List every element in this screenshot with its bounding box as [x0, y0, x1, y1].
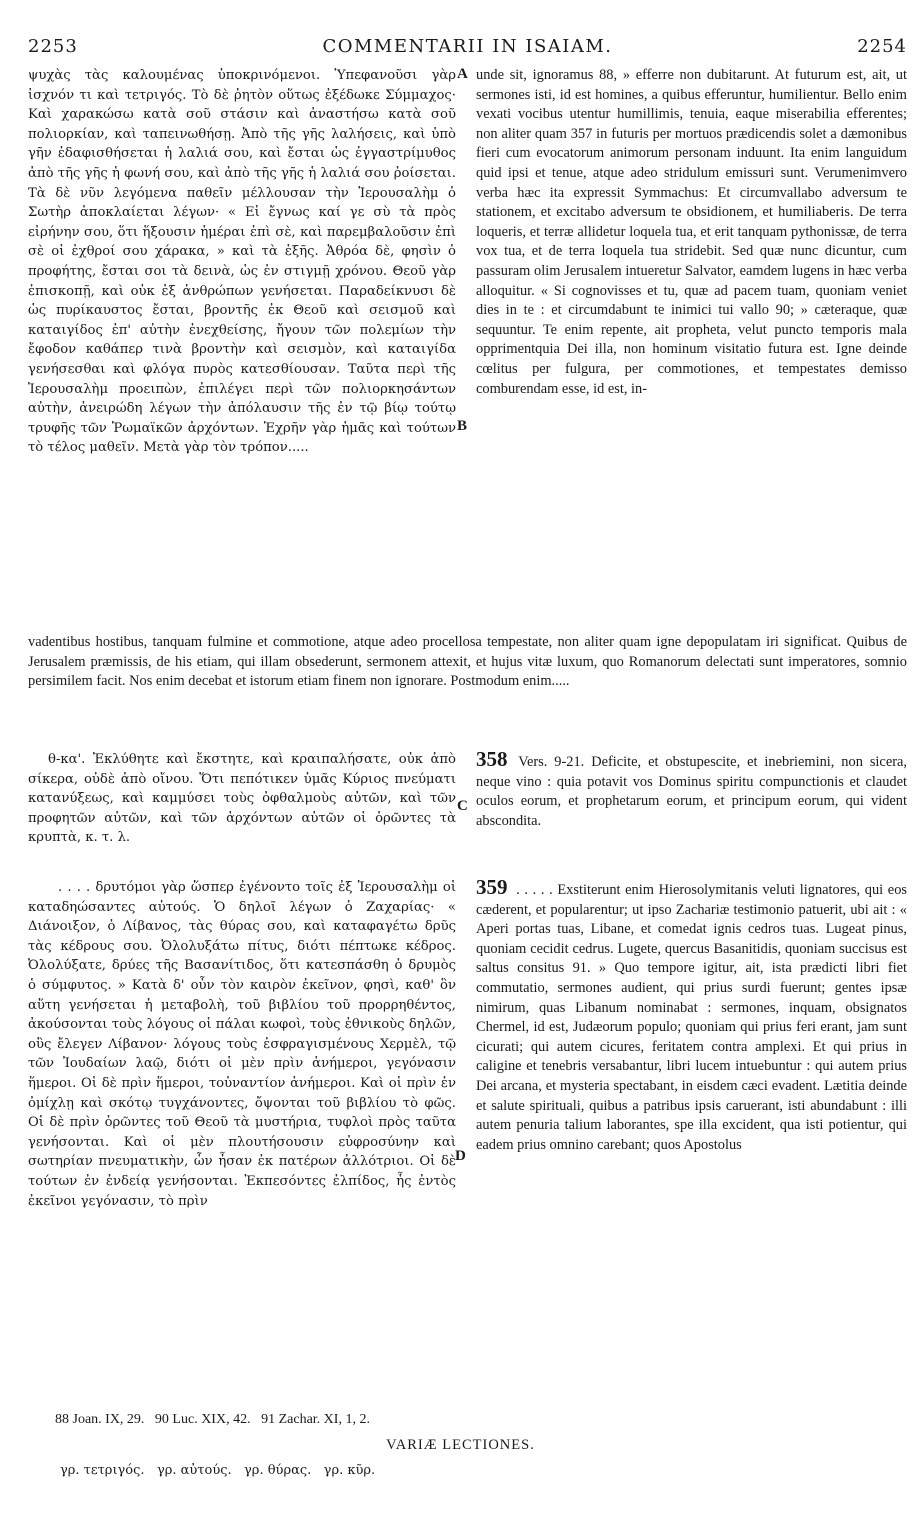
variae-lectiones: γρ. τετριγός. γρ. αὐτούς. γρ. θύρας. γρ. κῦρ. [60, 1463, 376, 1478]
greek-column-top [28, 66, 456, 458]
latin-paragraph-mid [476, 747, 907, 831]
latin-text-mid: Vers. 9-21. Deficite, et obstupescite, et inebriemini, non sicera, neque vino : quia potavit vos Dominus spiritu compunctionis et claudet oculos eorum, et prophetarum eorum, et principum eorum, qui vident abscondita. [476, 754, 907, 829]
page-number-left: 2253 [28, 36, 78, 57]
latin-column-top [476, 66, 907, 399]
margin-marker-b: B [457, 418, 468, 434]
margin-marker-a: A [457, 66, 468, 82]
page-number-right: 2254 [857, 36, 907, 57]
latin-column-bottom [476, 875, 907, 1155]
variae-lectiones-heading: VARIÆ LECTIONES. [386, 1437, 535, 1453]
greek-column-mid [28, 750, 456, 848]
latin-full-width [28, 633, 907, 692]
greek-column-bottom [28, 878, 456, 1211]
latin-text-top: unde sit, ignoramus 88, » efferre non dubitarunt. At futurum est, ait, ut sermones isti, id est homines, a quibus efferuntur, humilientur. Bello enim vexati vocibus utentur humillimis, tenuia, eaque miserabilia efferentes; non aliter quam 357 in futuris per mortuos prædicendis solet a dæmonibus fieri cum evocatorum animorum personam induunt. Ita enim languidum quid ipsi et tenue, atque adeo stridulum emissuri sunt. Verumenimvero verba hæc ita expressit Symmachus: Et circumvallabo adversum te stationem, et excitabo adversum te obsidionem, et humiliaberis. De terra loqueris, et terræ allidetur loquela tua, et erit tanquam pythonissæ, de terra vox tua, et de terra loquela tua stridebit. Sed quæ nunc dicuntur, cum passuram olim Jerusalem intueretur Salvator, eamdem lugens in hæc verba alloquitur. « Si cognovisses et tu, quæ ad pacem tuam, quoniam veniet dies in te : et circumdabunt te inimici tui vallo 90; » cæteraque, quæ sequuntur. Te enim repente, ait propheta, velut puncto temporis mala opprimentquia Dei illa, non hominum visitatio futura est. Igne deinde cœlitus per fulgura, per commotiones, et tempestates demisso comburendam esse, id est, in- [476, 67, 907, 397]
latin-full-text: vadentibus hostibus, tanquam fulmine et commotione, atque adeo procellosa tempestate, non aliter quam igne depopulatam iri significat. Quibus de Jerusalem præmissis, de his etiam, qui illam obsederunt, sermonem attexit, et hujus vitæ luxum, quo Romanorum delectati sunt imperatores, somnio persimilem facit. Nos enim decebat et istorum etiam finem non ignorare. Postmodum enim..... [28, 634, 907, 690]
margin-marker-d: D [455, 1148, 466, 1164]
footnotes: 88 Joan. IX, 29. 90 Luc. XIX, 42. 91 Zachar. XI, 1, 2. [55, 1412, 370, 1427]
section-number-359: 359 [476, 875, 508, 899]
latin-column-mid [476, 747, 907, 831]
section-number-358: 358 [476, 747, 508, 771]
running-title: COMMENTARII IN ISAIAM. [322, 36, 613, 57]
latin-text-bottom: . . . . . Exstiterunt enim Hierosolymitanis veluti lignatores, qui eos cæderent, et popularentur; ut ipso Zachariæ testimonio patuerit, ubi ait : « Aperi portas tuas, Libane, et comedat ignis cedros tuas. Lugeat pinus, quoniam cecidit cedrus. Lugete, quercus Basanitidis, quoniam succisus est saltus consitus 91. » Quo tempore igitur, ait, ista prædicti libri fiet commutatio, sermones audient, qui prius surdi fuerunt; gentes ipsæ nimirum, quas Libanum nominabat : sermones, inquam, obsignatos Chermel, id est, Judæorum populo; quoniam qui prius feri erant, jam sunt cicurati; qui autem cicures, feritatem contra amplexi. Et qui prius in caligine et tenebris versabantur, libri lucem intuebuntur : qui autem prius Dei arcana, et mysteria spectabant, in eisdem cæci evadent. Lætitia deinde et salute spirituali, quibus a patribus ipsis caruerant, isti abundabunt : illi autem penuria talium laborantes, spe illa excident, qua isti potientur, qui eadem prius omnino carebant; quos Apostolus [476, 882, 907, 1153]
latin-paragraph-bottom [476, 875, 907, 1155]
page-header [28, 36, 907, 62]
greek-text-bottom: . . . . δρυτόμοι γὰρ ὥσπερ ἐγένοντο τοῖς ἐξ Ἱερουσαλὴμ οἱ καταδηώσαντες αὐτούς. Ὁ δηλοῖ λέγων ὁ Ζαχαρίας· « Διάνοιξον, ὁ Λίβανος, τὰς θύρας σου, καὶ καταφαγέτω δρῦς τὰς κέδρους σου. Ὀλολυξάτω πίτυς, διότι πέπτωκε κέδρος. Ὀλολύξατε, δρύες τῆς Βασανίτιδος, ὅτι κατεσπάσθη ὁ δρυμὸς ὁ σύμφυτος. » Κατὰ δ' οὖν τὸν καιρὸν ἐκεῖνον, φησὶ, καθ' ὃν αὕτη γενήσεται ἡ μεταβολὴ, τοῦ βιβλίου τοῦ προρρηθέντος, ἀκούσονται τοὺς λόγους οἱ πάλαι κωφοὶ, τοὺς ἐθνικοὺς δηλῶν, οὓς ἔλεγεν Λίβανον· λόγους τοὺς ἐσφραγισμένους Χερμὲλ, τῷ τῶν Ἰουδαίων λαῷ, διότι οἱ μὲν πρὶν ἀνήμεροι, γεγόνασιν ἥμεροι. Οἱ δὲ πρὶν ἥμεροι, τοὐναντίον ἀνήμεροι. Καὶ οἱ πρὶν ἐν ὀμίχλῃ καὶ σκότῳ τυγχάνοντες, ὄψονται τοῦ βιβλίου τὸ φῶς. Οἱ δὲ πρὶν ὁρῶντες τοῦ Θεοῦ τὰ μυστήρια, τυφλοὶ πρὸς ταῦτα γενήσονται. Καὶ οἱ μὲν πλουτήσουσιν εὐφροσύνην καὶ σωτηρίαν πνευματικὴν, ὧν ἦσαν ἐκ πατέρων ἀλλότριοι. Οἱ δὲ τούτων ἐν ἐνδείᾳ γενήσονται. Ἐκπεσόντες ἐλπίδος, ἧς ἐντὸς ἐκεῖνοι γεγόνασιν, τὸ πρὶν [28, 880, 456, 1209]
greek-text-top: ψυχὰς τὰς καλουμένας ὑποκρινόμενοι. Ὑπεφανοῦσι γὰρ ἰσχνόν τι καὶ τετριγός. Τὸ δὲ ῥητὸν οὕτως ἐξέδωκε Σύμμαχος· Καὶ χαρακώσω κατὰ σοῦ στάσιν καὶ ἀναστήσω κατὰ σοῦ πολιορκίαν, καὶ ταπεινωθήσῃ. Ἀπὸ τῆς γῆς λαλήσεις, καὶ ὑπὸ γῆν ἐδαφισθήσεται ἡ λαλιά σου, καὶ ἔσται ὡς ἐγγαστρίμυθος ἀπὸ τῆς γῆς ἡ φωνή σου, καὶ ἀπὸ τῆς γῆς ἡ λαλιά σου ῥοίσεται. Τὰ δὲ νῦν λεγόμενα παθεῖν μέλλουσαν τὴν Ἱερουσαλὴμ ὁ Σωτὴρ ἀποκλαίεται λέγων· « Εἰ ἔγνως καί γε σὺ τὰ πρὸς εἰρήνην σου, ὅτι ἥξουσιν ἡμέραι ἐπὶ σὲ, καὶ παρεμβαλοῦσιν ἐπὶ σὲ οἱ ἐχθροί σου χάρακα, » καὶ τὰ ἑξῆς. Ἀθρόα δὲ, φησὶν ὁ προφήτης, ἔσται σοι τὰ δεινὰ, ὡς ἐν στιγμῇ χρόνου. Θεοῦ γὰρ ἐπισκοπῇ, καὶ οὐκ ἐξ ἀνθρώπων γενήσεται. Παραδείκνυσι δὲ ὡς πυρίκαυστος ἔσται, βροντῆς ἐκ Θεοῦ καὶ σεισμοῦ καὶ καταιγίδος ἐπ' αὐτὴν ἐνεχθείσης, ἤγουν τῶν πολεμίων τὴν ἔφοδον καθάπερ τινὰ βροντὴν καὶ σεισμὸν, καὶ καταιγίδα γενήσεσθαι καὶ φλόγα πυρὸς κατεσθίουσαν. Ταῦτα περὶ τῆς Ἱερουσαλὴμ προειπὼν, ἐπιλέγει περὶ τῶν πολιορκησάντων αὐτὴν, ἀνειρώδη λέγων τὴν ἀπόλαυσιν τῆς ἐν τῷ βίῳ τούτῳ τρυφῆς τῶν Ῥωμαϊκῶν ἀρχόντων. Ἐχρῆν γὰρ ἡμᾶς καὶ τούτων τὸ τέλος μαθεῖν. Μετὰ γὰρ τὸν τρόπον..... [28, 68, 456, 456]
margin-marker-c: C [457, 798, 468, 814]
greek-text-mid: θ-κα'. Ἐκλύθητε καὶ ἔκστητε, καὶ κραιπαλήσατε, οὐκ ἀπὸ σίκερα, οὐδὲ ἀπὸ οἴνου. Ὅτι πεπότικεν ὑμᾶς Κύριος πνεύματι κατανύξεως, καὶ καμμύσει τοὺς ὀφθαλμοὺς αὐτῶν, καὶ τῶν προφητῶν αὐτῶν, καὶ τῶν ἀρχόντων αὐτῶν οἱ ὁρῶντες τὰ κρυπτὰ, κ. τ. λ. [28, 752, 456, 846]
